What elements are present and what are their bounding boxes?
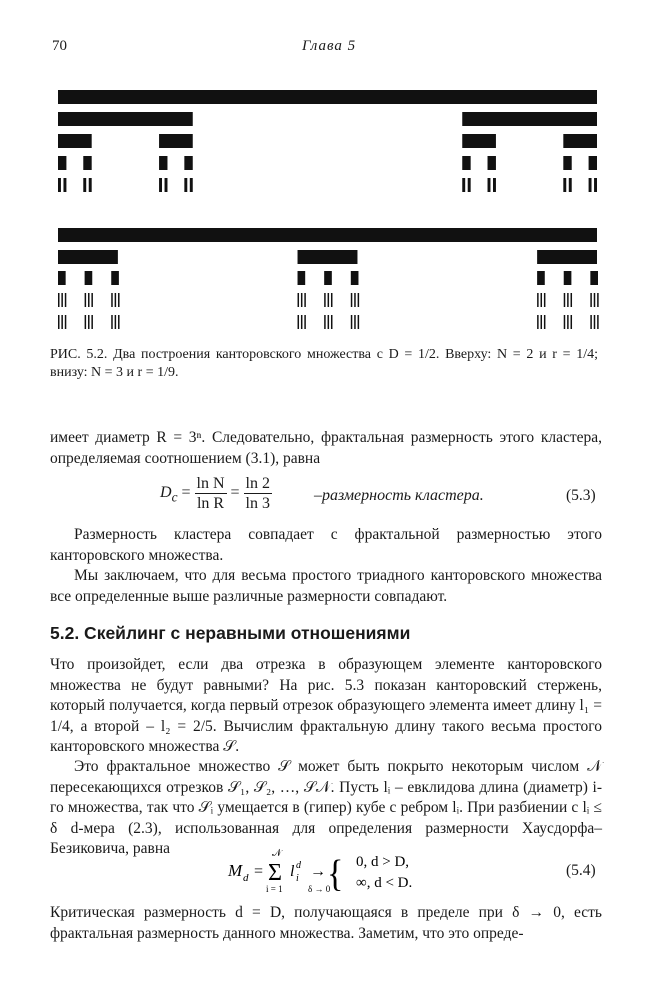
cantor-segment xyxy=(597,293,599,307)
cantor-segment xyxy=(91,315,93,329)
cantor-segment xyxy=(563,134,597,148)
cantor-segment xyxy=(541,315,543,329)
cantor-segment xyxy=(488,156,496,170)
cantor-segment xyxy=(89,178,92,192)
cantor-segment xyxy=(564,271,572,285)
cantor-segment xyxy=(58,293,60,307)
cantor-segment xyxy=(358,315,360,329)
cantor-segment xyxy=(159,134,193,148)
cantor-segment xyxy=(594,178,597,192)
cantor-segment xyxy=(298,250,358,264)
cantor-segment xyxy=(564,315,566,329)
cantor-segment xyxy=(58,112,193,126)
cantor-segment xyxy=(597,315,599,329)
cantor-segment xyxy=(328,315,330,329)
cantor-segment xyxy=(58,228,597,242)
cantor-segment xyxy=(571,293,573,307)
cantor-segment xyxy=(301,315,303,329)
cantor-segment xyxy=(58,90,597,104)
cantor-segment xyxy=(571,315,573,329)
cantor-segment xyxy=(111,315,113,329)
equation-5-3-comment: –размерность кластера. xyxy=(314,487,484,504)
cantor-segment xyxy=(304,315,306,329)
cantor-segment xyxy=(61,315,63,329)
cantor-segment xyxy=(58,271,66,285)
cantor-segment xyxy=(537,315,539,329)
cantor-segment xyxy=(351,315,353,329)
cantor-segment xyxy=(544,293,546,307)
cantor-segment xyxy=(184,156,192,170)
cantor-segment xyxy=(83,178,86,192)
cantor-segment xyxy=(65,315,67,329)
cantor-segment xyxy=(537,271,545,285)
cantor-segment xyxy=(331,293,333,307)
paragraph-5: Это фрактальное множество 𝒮 может быть покрыто некоторым числом 𝒩 пересекающихся отрезков 𝒮₁, 𝒮₂, …, 𝒮𝒩. Пусть lᵢ – евклидова длина (диаметр) i-го множества, так что 𝒮ᵢ умещается в (гипер) кубе с ребром lᵢ. При разбиении с lᵢ ≤ δ d-мера (2.3), использованная для определения размерности Хаусдорфа–Безиковича, равна xyxy=(50,758,602,857)
cantor-segment xyxy=(88,293,90,307)
cantor-segment xyxy=(462,112,597,126)
cantor-segment xyxy=(590,293,592,307)
cantor-segment xyxy=(351,293,353,307)
cantor-segment xyxy=(567,293,569,307)
cantor-segment xyxy=(85,315,87,329)
svg-text:δ → 0: δ → 0 xyxy=(308,884,331,894)
cantor-segment xyxy=(563,156,571,170)
cantor-segment xyxy=(541,293,543,307)
cantor-segment xyxy=(115,293,117,307)
cantor-segment xyxy=(165,178,168,192)
paragraph-3: Мы заключаем, что для весьма простого триадного канторовского множества все определенные выше различные размерности совпадают. xyxy=(50,567,602,605)
page-number: 70 xyxy=(52,38,67,54)
equation-5-3: $D_c$ = $\frac{\text{ln N}}{\text{ln R}}$ = $\frac{\ln 2}{\ln 3}$ xyxy=(160,475,270,512)
cantor-segment xyxy=(58,178,61,192)
cantor-segment xyxy=(159,156,167,170)
cantor-segment xyxy=(190,178,193,192)
cantor-top-construction xyxy=(58,90,597,192)
cantor-segment xyxy=(328,293,330,307)
paragraph-6: Критическая размерность d = D, получающаяся в пределе при δ → 0, есть фрактальная размерность данного множества. Заметим, что это опреде- xyxy=(50,904,602,942)
svg-text:i = 1: i = 1 xyxy=(266,884,283,894)
cantor-segment xyxy=(468,178,471,192)
cantor-segment xyxy=(115,315,117,329)
cantor-segment xyxy=(111,293,113,307)
cantor-segment xyxy=(590,271,598,285)
cantor-segment xyxy=(462,156,470,170)
cantor-segment xyxy=(567,315,569,329)
cantor-segment xyxy=(589,156,597,170)
cantor-segment xyxy=(462,134,496,148)
cantor-segment xyxy=(564,293,566,307)
svg-text:d: d xyxy=(243,872,249,884)
cantor-segment xyxy=(462,178,465,192)
cantor-segment xyxy=(563,178,566,192)
cantor-segment xyxy=(537,293,539,307)
cantor-segment xyxy=(83,156,91,170)
cantor-segment xyxy=(58,156,66,170)
paragraph-4: Что произойдет, если два отрезка в образующем элементе канторовского множества не будут равными? На рис. 5.3 показан канторовский стержень, который получается, когда первый отрезок образующего элемента имеет длину l₁ = 1/4, а второй – l₂ = 2/5. Вычислим фрактальную длину такого весьма простого канторовского множества 𝒮. xyxy=(50,656,602,755)
svg-text:Σ: Σ xyxy=(268,860,282,886)
cantor-segment xyxy=(594,293,596,307)
cantor-segment xyxy=(85,293,87,307)
cantor-segment xyxy=(537,250,597,264)
cantor-segment xyxy=(301,293,303,307)
cantor-segment xyxy=(58,315,60,329)
cantor-segment xyxy=(61,293,63,307)
cantor-segment xyxy=(85,271,93,285)
cantor-bottom-construction xyxy=(58,228,599,329)
cantor-segment xyxy=(358,293,360,307)
cantor-segment xyxy=(298,271,306,285)
svg-text:M: M xyxy=(228,861,243,880)
cantor-segment xyxy=(589,178,592,192)
cantor-segment xyxy=(354,293,356,307)
cantor-segment xyxy=(493,178,496,192)
paragraph-1: имеет диаметр R = 3ⁿ. Следовательно, фрактальная размерность этого кластера, определяемая соотношением (3.1), равна xyxy=(50,429,602,467)
cantor-segment xyxy=(65,293,67,307)
cantor-segment xyxy=(111,271,119,285)
figure-caption: РИС. 5.2. Два построения канторовского множества с D = 1/2. Вверху: N = 2 и r = 1/4; внизу: N = 3 и r = 1/9. xyxy=(50,347,598,380)
cantor-segment xyxy=(324,315,326,329)
svg-text:∞, d < D.: ∞, d < D. xyxy=(356,875,413,891)
svg-text:d: d xyxy=(296,860,301,871)
cantor-segment xyxy=(324,271,332,285)
cantor-segment xyxy=(594,315,596,329)
equation-5-3-number: (5.3) xyxy=(566,487,596,504)
svg-text:i: i xyxy=(296,873,299,884)
cantor-segment xyxy=(88,315,90,329)
svg-text:→: → xyxy=(310,863,326,880)
paragraph-2: Размерность кластера совпадает с фрактальной размерностью этого канторовского множества. xyxy=(50,526,602,564)
cantor-segment xyxy=(324,293,326,307)
cantor-segment xyxy=(63,178,66,192)
cantor-segment xyxy=(58,134,92,148)
cantor-segment xyxy=(331,315,333,329)
cantor-segment xyxy=(351,271,359,285)
svg-text:0, d > D,: 0, d > D, xyxy=(356,854,410,870)
cantor-segment xyxy=(118,315,120,329)
chapter-header: Глава 5 xyxy=(302,38,357,54)
svg-text:l: l xyxy=(290,863,295,880)
cantor-segment xyxy=(91,293,93,307)
equation-5-4 xyxy=(228,846,468,903)
cantor-segment xyxy=(159,178,162,192)
cantor-segment xyxy=(298,293,300,307)
cantor-segment xyxy=(298,315,300,329)
cantor-segment xyxy=(590,315,592,329)
equation-5-4-number: (5.4) xyxy=(566,862,596,879)
cantor-segment xyxy=(304,293,306,307)
cantor-segment xyxy=(184,178,187,192)
section-heading: 5.2. Скейлинг с неравными отношениями xyxy=(50,623,411,643)
cantor-segment xyxy=(58,250,118,264)
cantor-segment xyxy=(488,178,491,192)
cantor-figure xyxy=(0,0,645,340)
cantor-segment xyxy=(354,315,356,329)
svg-text:𝒩: 𝒩 xyxy=(272,848,282,859)
cantor-segment xyxy=(118,293,120,307)
cantor-segment xyxy=(569,178,572,192)
svg-text:=: = xyxy=(254,863,264,880)
cantor-segment xyxy=(544,315,546,329)
svg-text:{: { xyxy=(327,852,344,895)
